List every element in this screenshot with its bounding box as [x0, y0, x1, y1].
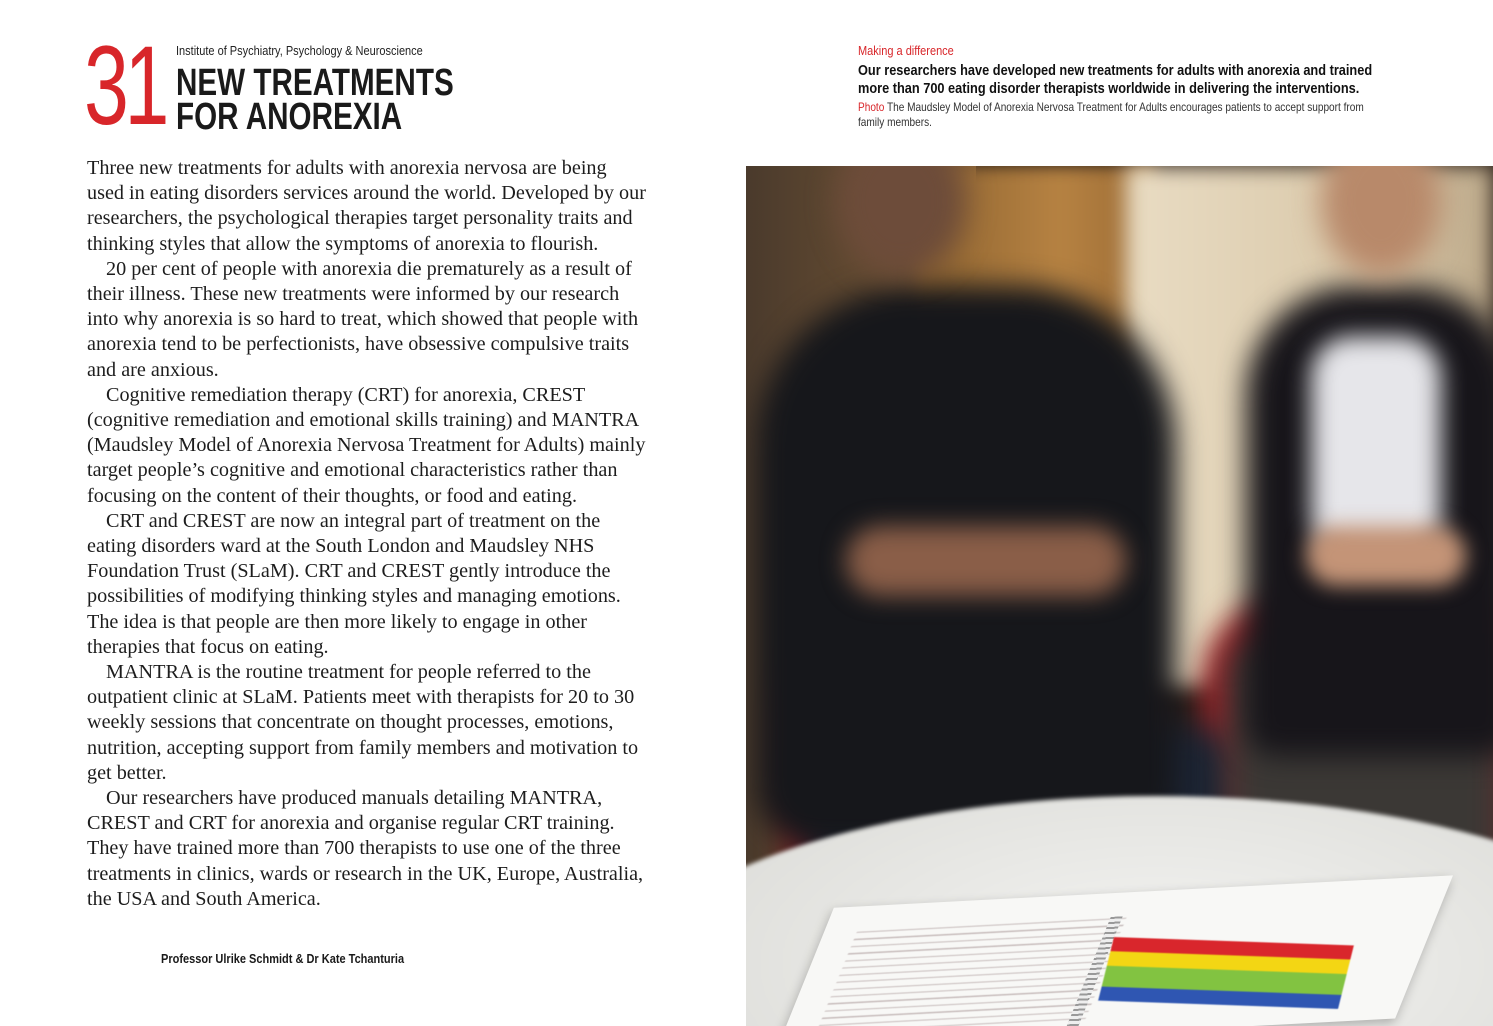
- article-title: [176, 62, 454, 138]
- paragraph-6: Our researchers have produced manuals detailing MANTRA, CREST and CRT for anorexia and organise regular CRT training. They have trained more than 700 therapists to use one of the three treatments in clinics, wards or research in the UK, Europe, Australia, the USA and South America.: [87, 787, 644, 910]
- photo-caption: [858, 44, 1458, 130]
- paragraph-1: Three new treatments for adults with anorexia nervosa are being used in eating disorders services around the world. Developed by our researchers, the psychological therapies target personality traits and thinking styles that allow the symptoms of anorexia to flourish.: [87, 157, 646, 255]
- caption-kicker: Making a difference: [858, 44, 954, 58]
- caption-lede: Our researchers have developed new treatments for adults with anorexia and trained more than 700 eating disorder therapists worldwide in delivering the interventions.: [858, 63, 1373, 97]
- title-line-2: FOR ANOREXIA: [176, 96, 403, 138]
- photo-label: Photo: [858, 100, 885, 114]
- author-credit: Professor Ulrike Schmidt & Dr Kate Tchanturia: [161, 952, 405, 966]
- paragraph-4: CRT and CREST are now an integral part of treatment on the eating disorders ward at the South London and Maudsley NHS Foundation Trust (SLaM). CRT and CREST gently introduce the possibilities of modifying thinking styles and managing emotions. The idea is that people are then more likely to engage in other therapies that focus on eating.: [87, 509, 621, 658]
- article-body: [87, 156, 647, 912]
- photo-therapy-session: [746, 166, 1493, 1026]
- title-line-1: NEW TREATMENTS: [176, 62, 454, 104]
- photo-description: The Maudsley Model of Anorexia Nervosa Treatment for Adults encourages patients to accept support from family members.: [858, 100, 1364, 129]
- photo-woman-hands: [1306, 526, 1466, 586]
- paragraph-2: 20 per cent of people with anorexia die prematurely as a result of their illness. These new treatments were informed by our research into why anorexia is so hard to treat, which showed that people with anorexia tend to be perfectionists, have obsessive compulsive traits and are anxious.: [87, 257, 639, 381]
- paragraph-3: Cognitive remediation therapy (CRT) for anorexia, CREST (cognitive remediation and emotional skills training) and MANTRA (Maudsley Model of Anorexia Nervosa Treatment for Adults) mainly target people’s cognitive and emotional characteristics rather than focusing on the content of their thoughts, or food and eating.: [87, 383, 646, 507]
- caption-photo-credit: [858, 100, 1370, 130]
- paragraph-5: MANTRA is the routine treatment for people referred to the outpatient clinic at SLaM. Patients meet with therapists for 20 to 30 weekly sessions that concentrate on thought processes, emotions, nutrition, accepting support from family members and motivation to get better.: [87, 661, 639, 784]
- institute-name: Institute of Psychiatry, Psychology & Neuroscience: [176, 44, 423, 58]
- photo-color-chart: [1098, 937, 1354, 1009]
- page-number: 31: [84, 23, 166, 148]
- photo-woman-shirt: [1311, 336, 1441, 556]
- photo-man-hands: [846, 526, 1126, 596]
